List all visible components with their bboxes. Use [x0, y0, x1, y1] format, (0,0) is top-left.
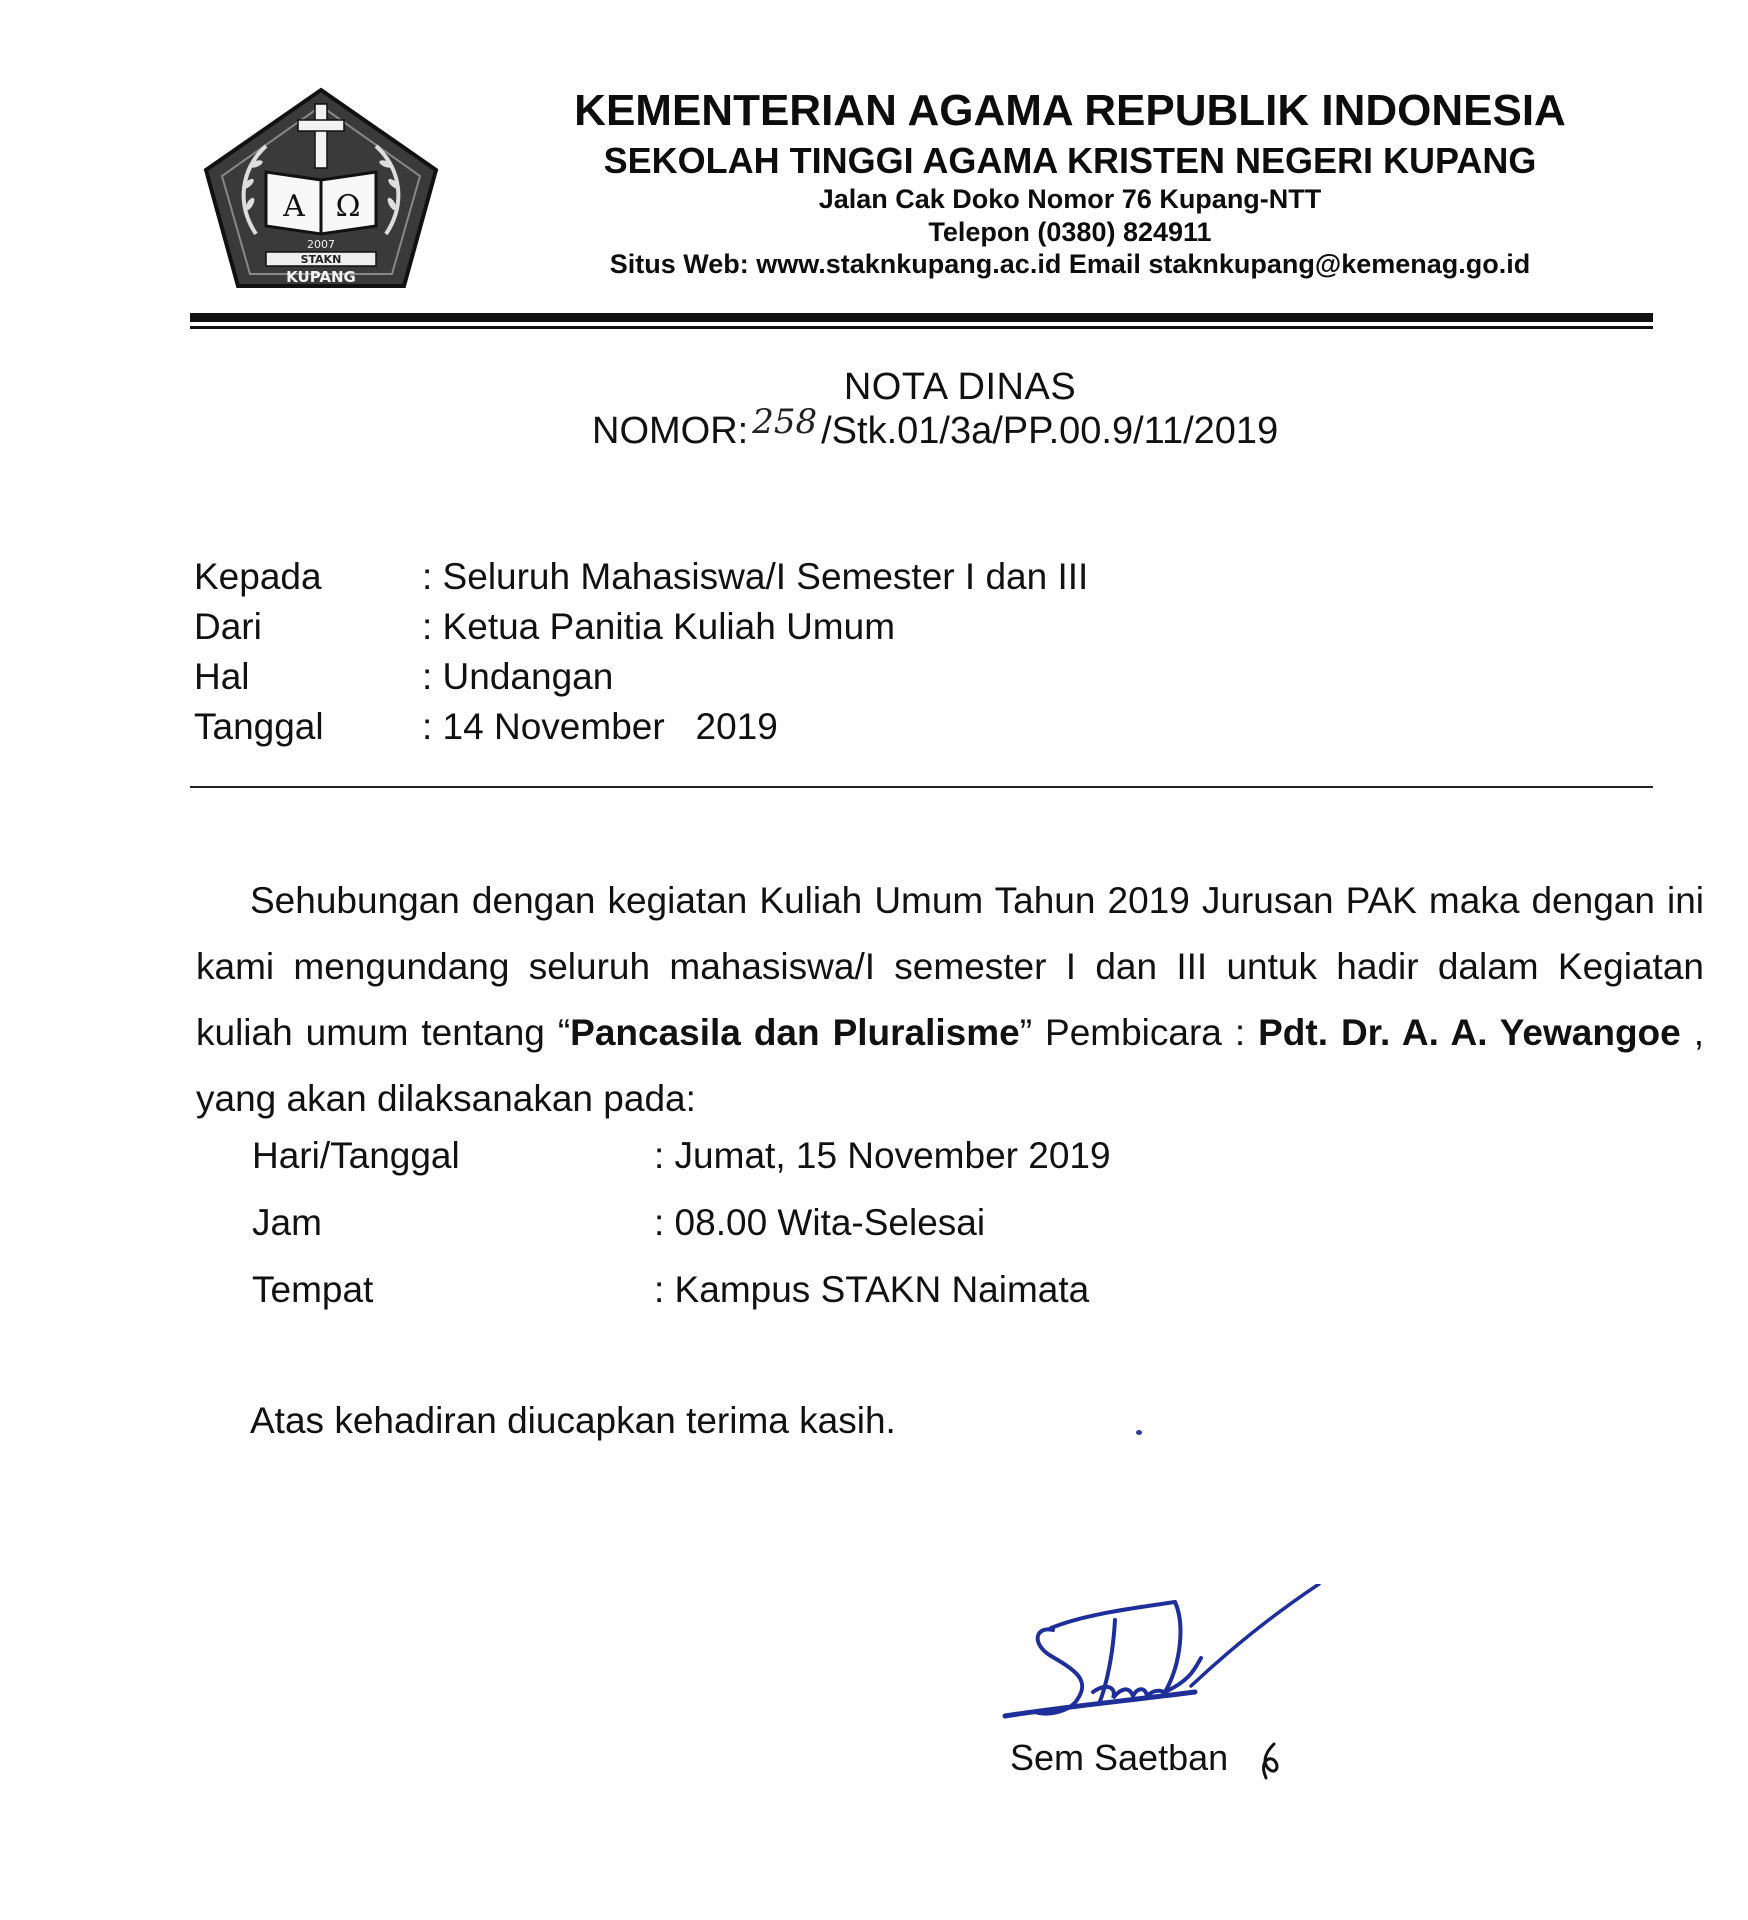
speaker-name: Pdt. Dr. A. A. Yewangoe: [1258, 1012, 1681, 1053]
address-line: Jalan Cak Doko Nomor 76 Kupang-NTT: [818, 184, 1322, 214]
field-value-kepada: : Seluruh Mahasiswa/I Semester I dan III: [422, 556, 1089, 597]
header-divider: [190, 786, 1653, 788]
document-title: NOTA DINAS: [843, 366, 1077, 408]
field-label-hal: Hal: [194, 656, 250, 697]
field-label-kepada: Kepada: [194, 556, 322, 597]
ink-mark: [1136, 1430, 1142, 1435]
document-number: [592, 402, 1279, 453]
body-paragraph: [196, 868, 1704, 1132]
logo-alpha: A: [283, 189, 305, 224]
field-value-dari: : Ketua Panitia Kuliah Umum: [422, 606, 896, 647]
initial-mark: [1254, 1740, 1288, 1780]
logo-ribbon: STAKN: [300, 253, 342, 266]
ministry-name: KEMENTERIAN AGAMA REPUBLIK INDONESIA: [574, 86, 1566, 135]
body-text-1: Sehubungan dengan kegiatan Kuliah Umum Tahun 2019 Jurusan PAK maka dengan ini kami mengundang seluruh mahasiswa/I semester I dan III untuk hadir dalam Kegiatan kuliah umum tentang “: [196, 880, 1704, 1053]
field-value-hal: : Undangan: [422, 656, 614, 697]
field-label-dari: Dari: [194, 606, 262, 647]
logo-omega: Ω: [335, 189, 361, 224]
detail-value-time: : 08.00 Wita-Selesai: [654, 1202, 986, 1243]
phone-line: Telepon (0380) 824911: [928, 217, 1212, 247]
institution-name: SEKOLAH TINGGI AGAMA KRISTEN NEGERI KUPANG: [603, 140, 1537, 181]
institution-logo: [196, 84, 446, 294]
number-suffix: /Stk.01/3a/PP.00.9/11/2019: [821, 410, 1279, 452]
detail-label-date: Hari/Tanggal: [252, 1135, 460, 1176]
body-text-2: ” Pembicara :: [1019, 1012, 1259, 1053]
handwritten-number: 258: [752, 402, 818, 442]
number-prefix: NOMOR:: [592, 410, 749, 452]
web-email-line: Situs Web: www.staknkupang.ac.id Email staknkupang@kemenag.go.id: [609, 249, 1531, 279]
logo-year: 2007: [307, 238, 335, 251]
field-label-tanggal: Tanggal: [194, 706, 324, 747]
signer-name: Sem Saetban: [1010, 1737, 1229, 1778]
closing-sentence: Atas kehadiran diucapkan terima kasih.: [250, 1400, 896, 1441]
detail-label-place: Tempat: [252, 1269, 374, 1310]
logo-city: KUPANG: [286, 268, 356, 286]
detail-value-place: : Kampus STAKN Naimata: [654, 1269, 1090, 1310]
handwritten-signature: [995, 1584, 1335, 1734]
lecture-topic: Pancasila dan Pluralisme: [570, 1012, 1020, 1053]
letterhead-divider-thick: [190, 313, 1653, 322]
field-value-tanggal: : 14 November 2019: [422, 706, 778, 747]
detail-label-time: Jam: [252, 1202, 322, 1243]
letterhead-divider-thin: [190, 326, 1653, 329]
body-text-3: , yang akan dilaksanakan pada:: [196, 1012, 1704, 1119]
detail-value-date: : Jumat, 15 November 2019: [654, 1135, 1111, 1176]
